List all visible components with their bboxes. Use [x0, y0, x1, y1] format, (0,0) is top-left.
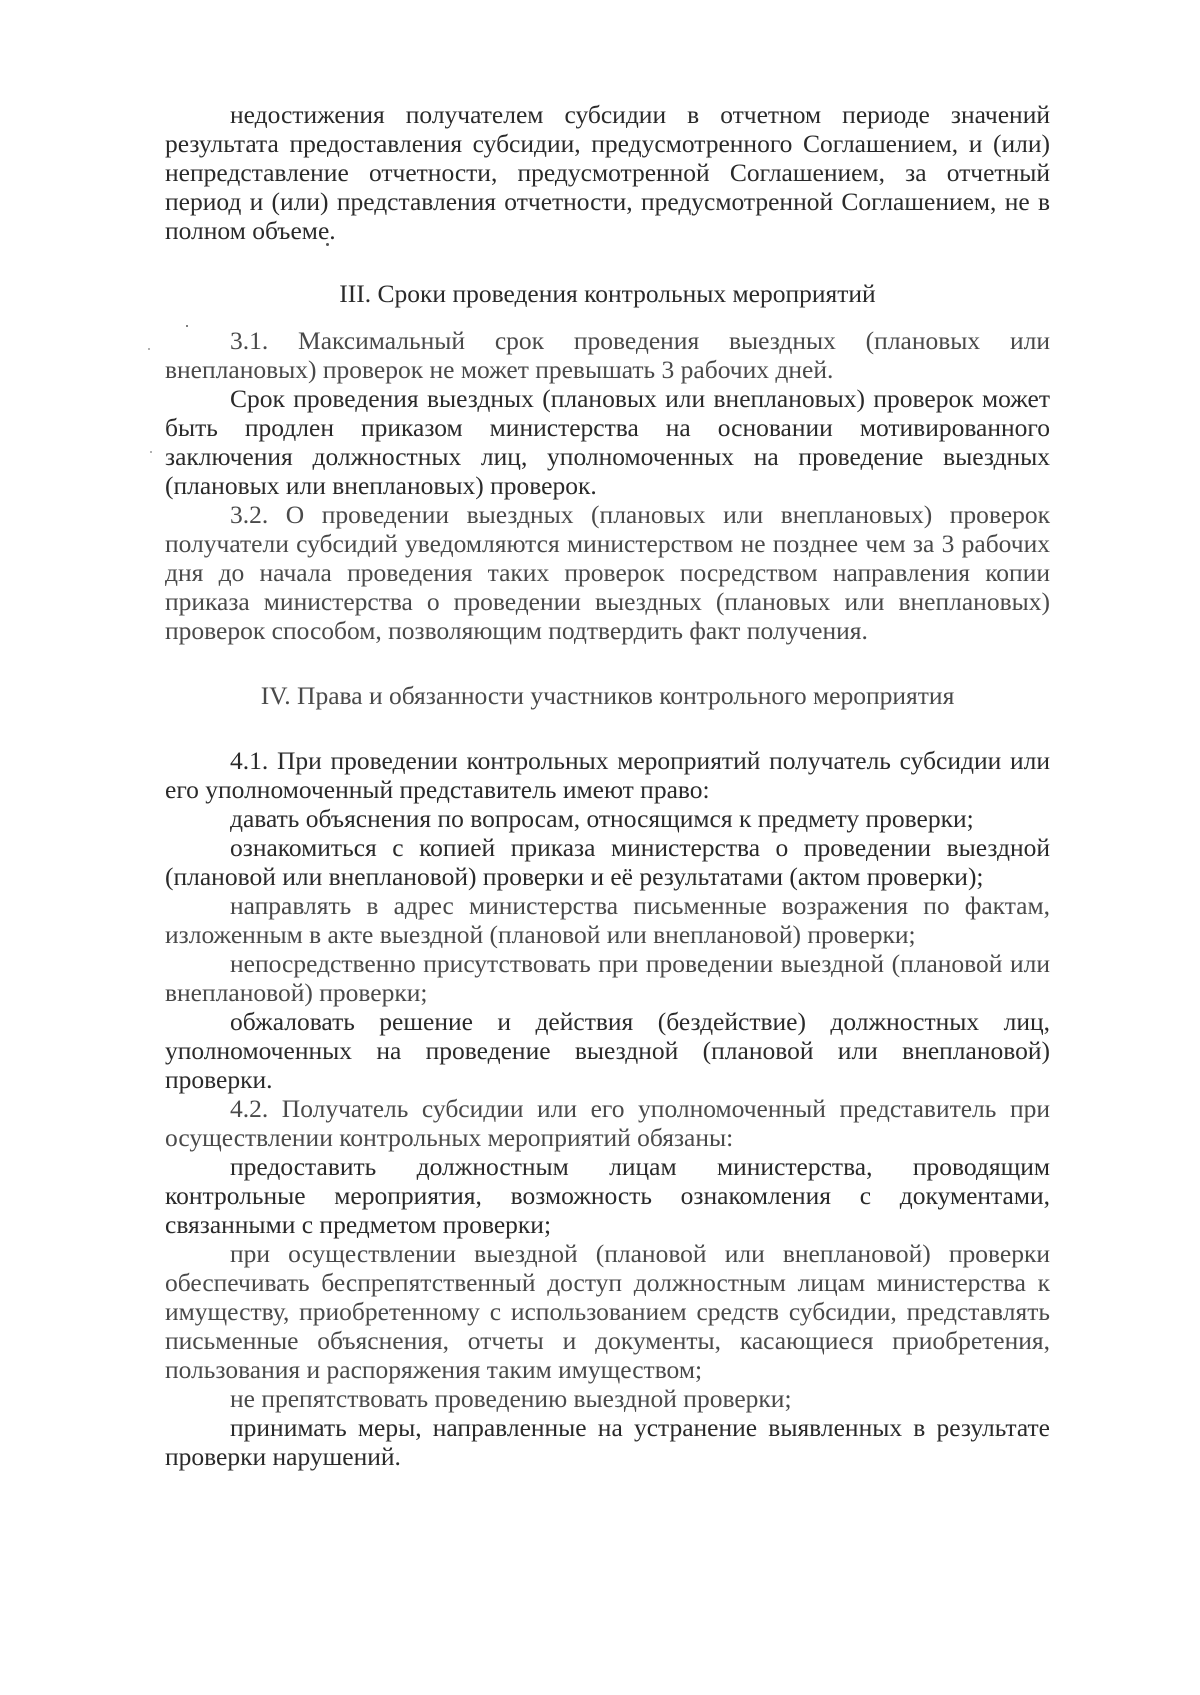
- paragraph: 3.2. О проведении выездных (плановых или внеплановых) проверок получатели субсидий уведомляются министерством не позднее чем за 3 рабочих дня до начала проведения таких проверок посредством направления копии приказа министерства о проведении выездных (плановых или внеплановых) проверок способом, позволяющим подтвердить факт получения.: [165, 500, 1050, 645]
- paragraph: 3.1. Максимальный срок проведения выездных (плановых или внеплановых) проверок не может превышать 3 рабочих дней.: [165, 326, 1050, 384]
- paragraph: 4.1. При проведении контрольных мероприятий получатель субсидии или его уполномоченный представитель имеют право:: [165, 746, 1050, 804]
- paragraph: предоставить должностным лицам министерства, проводящим контрольные мероприятия, возможность ознакомления с документами, связанными с предметом проверки;: [165, 1152, 1050, 1239]
- document-body: [165, 100, 1050, 1471]
- paragraph: давать объяснения по вопросам, относящимся к предмету проверки;: [230, 804, 974, 833]
- paragraph: 4.2. Получатель субсидии или его уполномоченный представитель при осуществлении контрольных мероприятий обязаны:: [165, 1094, 1050, 1152]
- paragraph: при осуществлении выездной (плановой или внеплановой) проверки обеспечивать беспрепятственный доступ должностным лицам министерства к имуществу, приобретенному с использованием средств субсидии, представлять письменные объяснения, отчеты и документы, касающиеся приобретения, пользования и распоряжения таким имуществом;: [165, 1239, 1050, 1384]
- paragraph: направлять в адрес министерства письменные возражения по фактам, изложенным в акте выездной (плановой или внеплановой) проверки;: [165, 891, 1050, 949]
- paragraph: принимать меры, направленные на устранение выявленных в результате проверки нарушений.: [165, 1413, 1050, 1471]
- paragraph: Срок проведения выездных (плановых или внеплановых) проверок может быть продлен приказом министерства на основании мотивированного заключения должностных лиц, уполномоченных на проведение выездных (плановых или внеплановых) проверок.: [165, 384, 1050, 500]
- paragraph: обжаловать решение и действия (бездействие) должностных лиц, уполномоченных на проведение выездной (плановой или внеплановой) проверки.: [165, 1007, 1050, 1094]
- paragraph: ознакомиться с копией приказа министерства о проведении выездной (плановой или внеплановой) проверки и её результатами (актом проверки);: [165, 833, 1050, 891]
- section-heading-3: III. Сроки проведения контрольных мероприятий: [339, 279, 876, 308]
- section-heading-4: IV. Права и обязанности участников контрольного мероприятия: [260, 681, 955, 710]
- scan-speck: [150, 451, 152, 453]
- paragraph: не препятствовать проведению выездной проверки;: [230, 1384, 792, 1413]
- scan-speck: [148, 348, 150, 350]
- paragraph: недостижения получателем субсидии в отчетном периоде значений результата предоставления субсидии, предусмотренного Соглашением, и (или) непредставление отчетности, предусмотренной Соглашением, за отчетный период и (или) представления отчетности, предусмотренной Соглашением, не в полном объеме.: [165, 100, 1050, 245]
- paragraph: непосредственно присутствовать при проведении выездной (плановой или внеплановой) проверки;: [165, 949, 1050, 1007]
